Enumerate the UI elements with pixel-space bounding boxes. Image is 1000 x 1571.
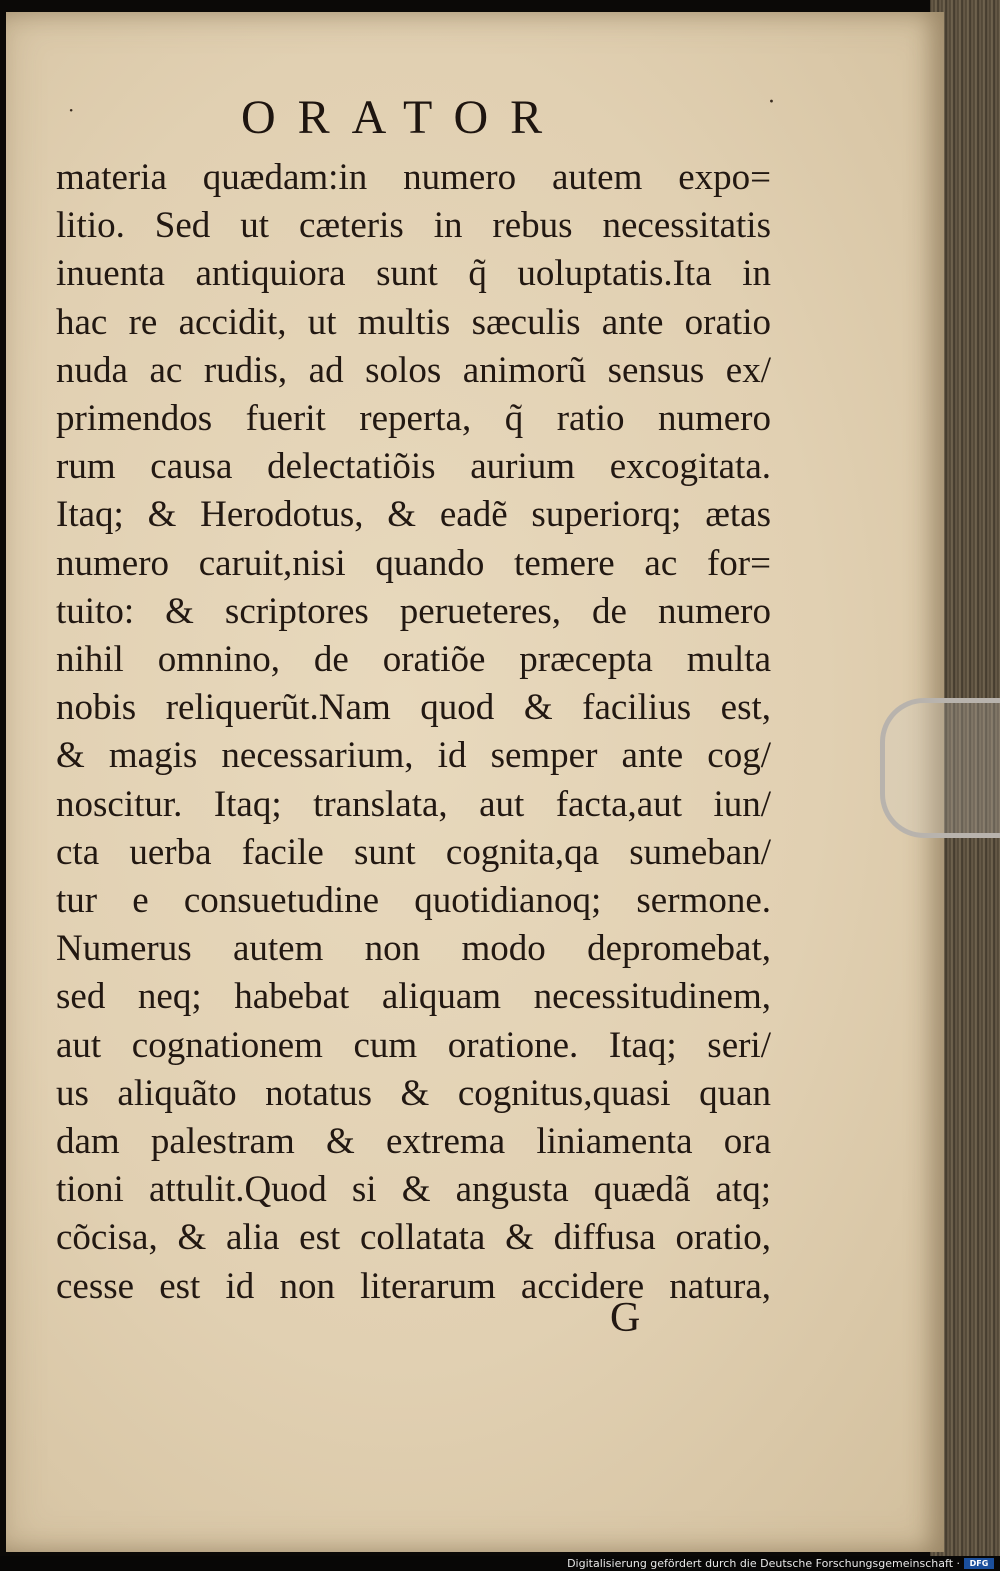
footer-credit: Digitalisierung gefördert durch die Deutsche Forschungsgemeinschaft · [567, 1557, 960, 1570]
text-line: Itaq; & Herodotus, & eadẽ superiorq; ætas [56, 494, 771, 536]
text-line: noscitur. Itaq; translata, aut facta,aut iun/ [56, 783, 771, 825]
decorative-dot: · [768, 90, 775, 115]
text-line: cesse est id non literarum accidere natura, [56, 1265, 771, 1307]
page-leaf [6, 12, 944, 1552]
text-line: primendos fuerit reperta, q̃ ratio numero [56, 398, 771, 440]
text-line: materia quædam:in numero autem expo= [56, 157, 771, 198]
text-line: numero caruit,nisi quando temere ac for= [56, 542, 771, 584]
text-line: tuito: & scriptores perueteres, de numero [56, 590, 771, 632]
text-line: sed neq; habebat aliquam necessitudinem, [56, 976, 771, 1018]
decorative-dot: · [68, 98, 75, 122]
text-line: cta uerba facile sunt cognita,qa sumeban/ [56, 831, 771, 873]
text-line: inuenta antiquiora sunt q̃ uoluptatis.Ita in [56, 253, 771, 295]
text-line: rum causa delectatiõis aurium excogitata. [56, 446, 771, 488]
text-line: Numerus autem non modo depromebat, [56, 928, 771, 970]
text-line: dam palestram & extrema liniamenta ora [56, 1121, 771, 1163]
text-line: tioni attulit.Quod si & angusta quædã atq; [56, 1169, 771, 1211]
text-line: cõcisa, & alia est collatata & diffusa oratio, [56, 1217, 771, 1259]
text-line: hac re accidit, ut multis sæculis ante oratio [56, 301, 771, 343]
text-line: & magis necessarium, id semper ante cog/ [56, 735, 771, 777]
dfg-logo-icon: DFG [964, 1558, 994, 1569]
text-line: aut cognationem cum oratione. Itaq; seri/ [56, 1024, 771, 1066]
signature-mark: G [610, 1295, 641, 1341]
running-head: ORATOR [241, 91, 565, 144]
text-line: tur e consuetudine quotidianoq; sermone. [56, 880, 771, 922]
text-line: nuda ac rudis, ad solos animorũ sensus ex/ [56, 349, 771, 391]
text-line: nobis reliquerũt.Nam quod & facilius est, [56, 687, 771, 729]
paper-clip [880, 698, 1000, 838]
text-line: nihil omnino, de oratiõe præcepta multa [56, 639, 771, 681]
text-block [56, 154, 771, 1311]
text-line: us aliquãto notatus & cognitus,quasi quan [56, 1072, 771, 1114]
text-line: litio. Sed ut cæteris in rebus necessitatis [56, 205, 771, 247]
